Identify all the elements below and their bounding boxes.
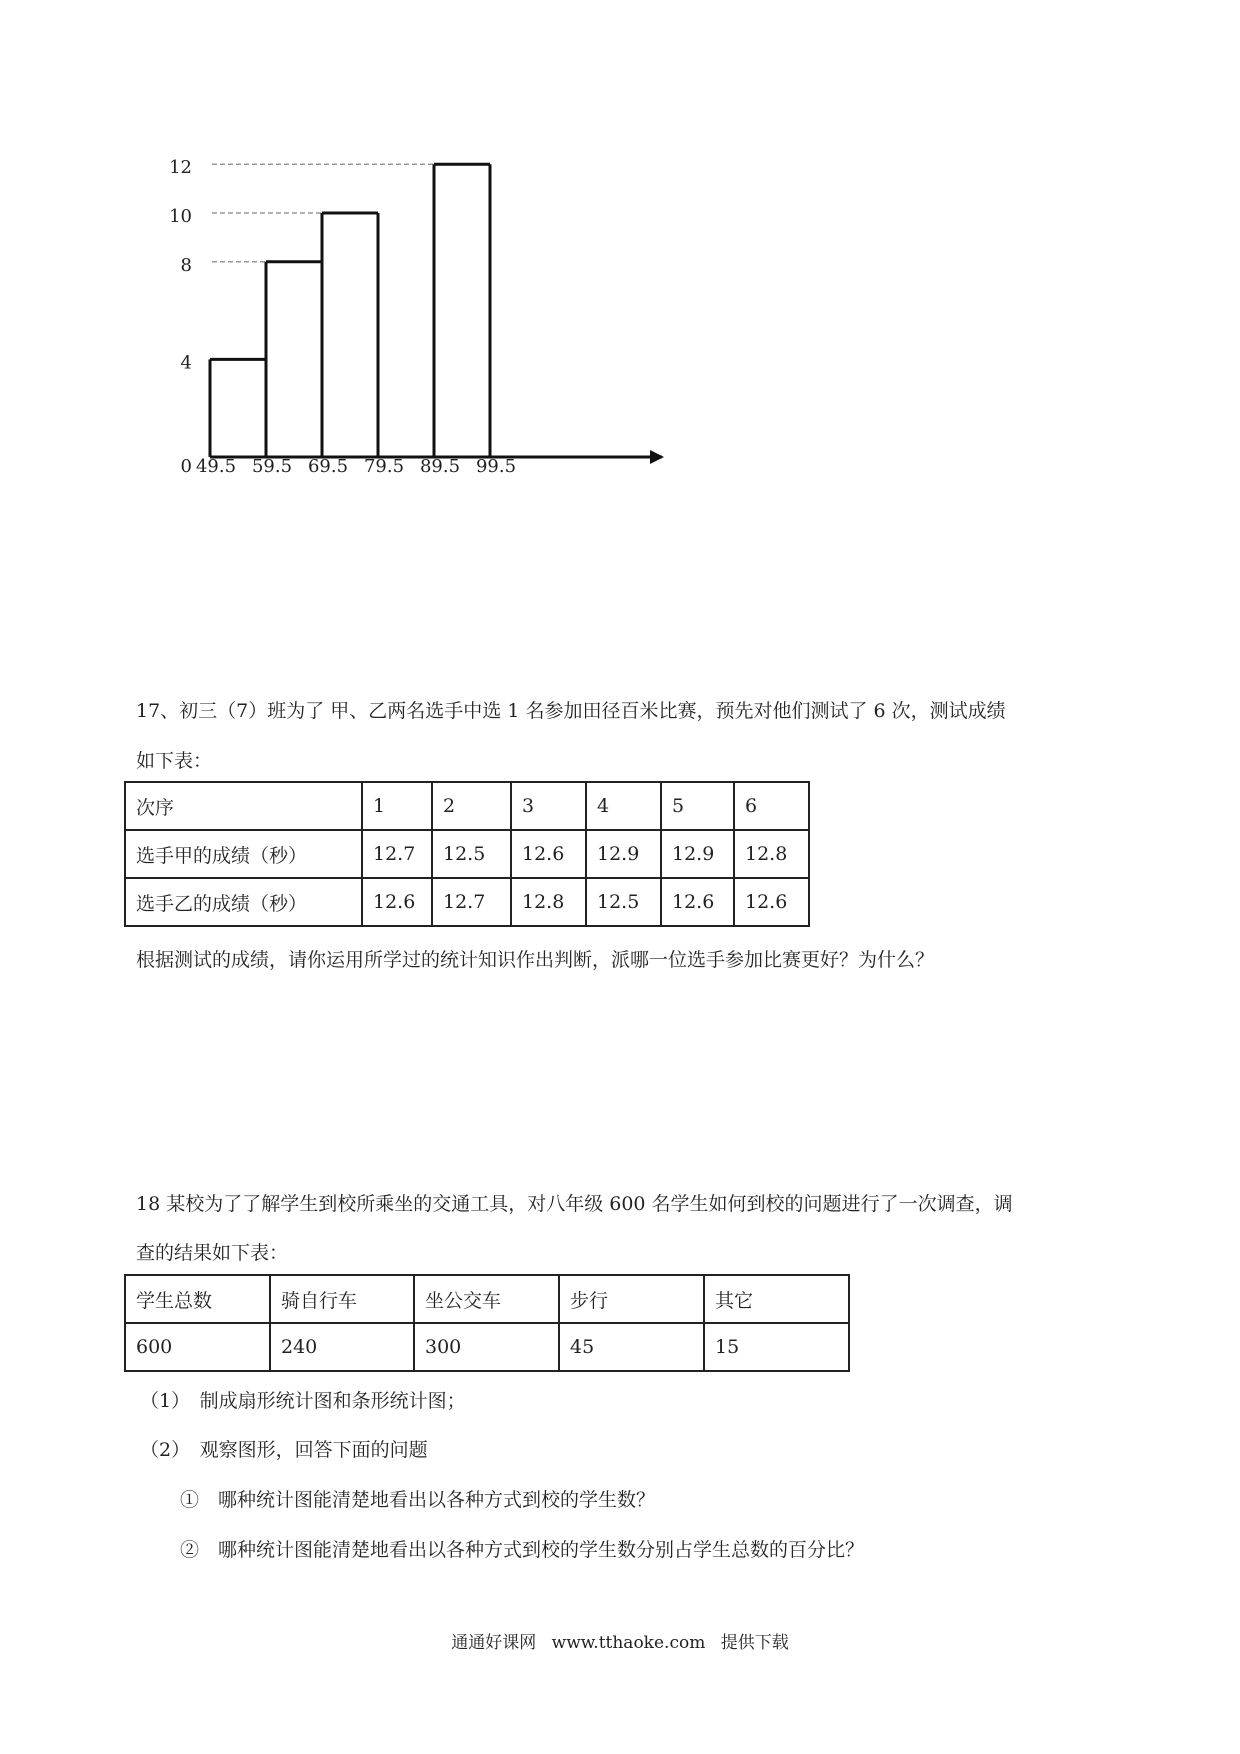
table-row bbox=[125, 830, 809, 878]
histogram-chart bbox=[150, 140, 690, 485]
y-tick-label: 4 bbox=[180, 352, 192, 374]
x-tick-label: 49.5 bbox=[195, 456, 237, 477]
table-row bbox=[125, 1323, 849, 1371]
table-cell: 12.7 bbox=[432, 878, 511, 926]
q18-sub2: （2） 观察图形，回答下面的问题 bbox=[140, 1439, 428, 1461]
table-cell: 300 bbox=[414, 1323, 559, 1371]
table-cell: 坐公交车 bbox=[414, 1275, 559, 1323]
q18-transport-table bbox=[124, 1274, 850, 1372]
table-cell: 12.9 bbox=[586, 830, 661, 878]
table-cell: 12.6 bbox=[661, 878, 734, 926]
q17-text-line1: 17、初三（7）班为了 甲、乙两名选手中选 1 名参加田径百米比赛，预先对他们测试了 6 次，测试成绩 bbox=[136, 700, 1006, 722]
table-cell: 12.8 bbox=[511, 878, 586, 926]
table-cell: 12.5 bbox=[432, 830, 511, 878]
q17-score-table bbox=[124, 781, 810, 927]
table-cell: 600 bbox=[125, 1323, 270, 1371]
table-cell: 12.7 bbox=[362, 830, 432, 878]
table-cell: 15 bbox=[704, 1323, 849, 1371]
table-cell: 12.5 bbox=[586, 878, 661, 926]
table-cell: 骑自行车 bbox=[270, 1275, 414, 1323]
table-row bbox=[125, 782, 809, 830]
y-tick-label: 8 bbox=[180, 254, 192, 276]
table-cell: 其它 bbox=[704, 1275, 849, 1323]
table-cell: 12.8 bbox=[734, 830, 809, 878]
table-cell: 2 bbox=[432, 782, 511, 830]
table-cell: 240 bbox=[270, 1323, 414, 1371]
origin-label: 0 bbox=[180, 456, 192, 477]
table-cell: 次序 bbox=[125, 782, 362, 830]
table-cell: 5 bbox=[661, 782, 734, 830]
table-cell: 选手乙的成绩（秒） bbox=[125, 878, 362, 926]
table-row bbox=[125, 1275, 849, 1323]
table-cell: 12.6 bbox=[511, 830, 586, 878]
table-cell: 步行 bbox=[559, 1275, 704, 1323]
q18-sub2a: ① 哪种统计图能清楚地看出以各种方式到校的学生数？ bbox=[180, 1489, 656, 1511]
footer-site-name: 通通好课网 bbox=[451, 1633, 537, 1653]
table-row bbox=[125, 878, 809, 926]
x-tick-label: 69.5 bbox=[307, 456, 349, 477]
table-cell: 3 bbox=[511, 782, 586, 830]
q17-text-line2: 如下表： bbox=[136, 750, 213, 772]
y-tick-label: 10 bbox=[169, 206, 192, 227]
table-cell: 4 bbox=[586, 782, 661, 830]
q18-sub1: （1） 制成扇形统计图和条形统计图； bbox=[140, 1390, 466, 1412]
footer-suffix: 提供下载 bbox=[720, 1633, 789, 1653]
table-cell: 学生总数 bbox=[125, 1275, 270, 1323]
table-cell: 12.6 bbox=[734, 878, 809, 926]
table-cell: 12.9 bbox=[661, 830, 734, 878]
x-tick-label: 99.5 bbox=[475, 456, 517, 477]
table-cell: 6 bbox=[734, 782, 809, 830]
x-tick-label: 79.5 bbox=[363, 456, 405, 477]
table-cell: 1 bbox=[362, 782, 432, 830]
table-cell: 12.6 bbox=[362, 878, 432, 926]
q18-text-line2: 查的结果如下表： bbox=[136, 1242, 289, 1264]
table-cell: 45 bbox=[559, 1323, 704, 1371]
footer-url: www.tthaoke.com bbox=[551, 1633, 706, 1653]
q17-question: 根据测试的成绩，请你运用所学过的统计知识作出判断，派哪一位选手参加比赛更好？为什么？ bbox=[136, 949, 935, 971]
footer bbox=[0, 1628, 1240, 1653]
q18-text-line1: 18 某校为了了解学生到校所乘坐的交通工具，对八年级 600 名学生如何到校的问题进行了一次调查，调 bbox=[136, 1193, 1013, 1215]
table-cell: 选手甲的成绩（秒） bbox=[125, 830, 362, 878]
x-axis-arrow bbox=[650, 450, 664, 464]
q18-sub2b: ② 哪种统计图能清楚地看出以各种方式到校的学生数分别占学生总数的百分比？ bbox=[180, 1539, 865, 1561]
x-tick-label: 89.5 bbox=[419, 456, 461, 477]
x-tick-label: 59.5 bbox=[251, 456, 293, 477]
y-tick-label: 12 bbox=[169, 157, 192, 179]
